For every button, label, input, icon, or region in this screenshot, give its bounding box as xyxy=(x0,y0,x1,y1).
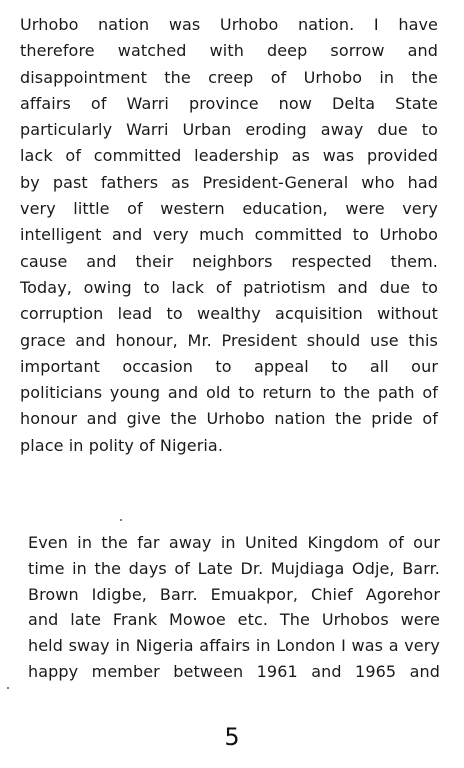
text-line: particularly Warri Urban eroding away due to xyxy=(20,120,438,140)
text-line: disappointment the creep of Urhobo in the xyxy=(20,67,438,87)
text-line: Today, owing to lack of patriotism and due to xyxy=(20,277,438,297)
text-line: and late Frank Mowoe etc. The Urhobos were xyxy=(28,610,440,630)
text-line: honour and give the Urhobo nation the pride of xyxy=(20,409,438,429)
text-line: place in polity of Nigeria. xyxy=(20,435,224,455)
text-line: Brown Idigbe, Barr. Emuakpor, Chief Agorehor xyxy=(28,584,440,604)
text-line: cause and their neighbors respected them. xyxy=(20,251,438,271)
text-line: lack of committed leadership as was provided xyxy=(20,146,438,166)
scan-speck xyxy=(120,519,122,521)
text-line: corruption lead to wealthy acquisition without xyxy=(20,304,438,324)
text-line: Urhobo nation was Urhobo nation. I have xyxy=(20,15,438,34)
text-line: by past fathers as President-General who had xyxy=(20,172,438,192)
text-line: therefore watched with deep sorrow and xyxy=(20,41,438,61)
text-line: affairs of Warri province now Delta State xyxy=(20,93,438,113)
text-line: Even in the far away in United Kingdom of our xyxy=(28,533,440,552)
text-line: grace and honour, Mr. President should use this xyxy=(20,330,438,350)
paragraph-urhobo-leadership xyxy=(20,12,438,459)
text-line: time in the days of Late Dr. Mujdiaga Odje, Barr. xyxy=(28,558,440,578)
text-line: held sway in Nigeria affairs in London I was a very xyxy=(28,636,440,656)
text-line: intelligent and very much committed to Urhobo xyxy=(20,225,438,245)
text-line: politicians young and old to return to the path of xyxy=(20,383,438,403)
scan-speck xyxy=(7,687,9,689)
text-line: happy member between 1961 and 1965 and xyxy=(28,661,440,681)
text-line: important occasion to appeal to all our xyxy=(20,356,438,376)
paragraph-united-kingdom xyxy=(28,530,440,685)
page-number: 5 xyxy=(224,723,240,751)
text-line: very little of western education, were very xyxy=(20,199,438,219)
